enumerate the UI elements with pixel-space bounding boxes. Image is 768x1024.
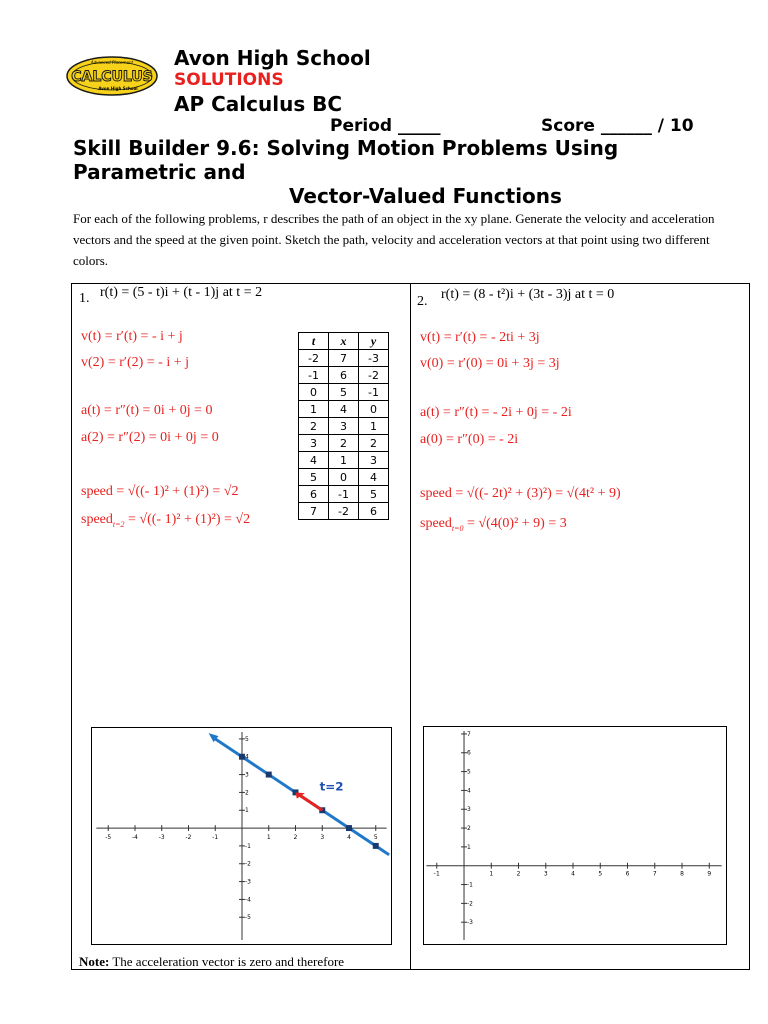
y-tick-label: 7 — [466, 730, 471, 738]
x-tick-label: -1 — [433, 870, 440, 878]
y-tick-label: 6 — [466, 749, 471, 757]
table-row — [299, 469, 389, 486]
column-divider — [410, 283, 411, 970]
x-tick-label: 8 — [680, 870, 684, 878]
table-cell: 3 — [329, 418, 359, 435]
y-tick-label: -4 — [244, 896, 251, 904]
table-cell: 1 — [329, 452, 359, 469]
problem-1-statement: r(t) = (5 - t)i + (t - 1)j at t = 2 — [100, 285, 263, 300]
path-point — [346, 825, 352, 831]
period-field: Period _____ — [330, 116, 441, 136]
svg-text:CALCULUS: CALCULUS — [71, 69, 153, 85]
table-cell: 7 — [299, 503, 329, 520]
table-header: x — [329, 333, 359, 350]
table-cell: 3 — [359, 452, 389, 469]
table-cell: 7 — [329, 350, 359, 367]
p1-velocity-t: v(t) = r′(t) = - i + j — [81, 329, 183, 344]
table-cell: 6 — [329, 367, 359, 384]
p1-accel-t: a(t) = r″(t) = 0i + 0j = 0 — [81, 403, 213, 418]
x-tick-label: -4 — [132, 833, 138, 841]
path-point — [239, 754, 245, 760]
table-cell: 2 — [299, 418, 329, 435]
y-tick-label: 5 — [466, 768, 471, 776]
problem-2-statement: r(t) = (8 - t²)i + (3t - 3)j at t = 0 — [441, 287, 615, 302]
table-cell: 4 — [359, 469, 389, 486]
x-tick-label: -3 — [158, 833, 165, 841]
table-row — [299, 367, 389, 384]
title-line-1: Skill Builder 9.6: Solving Motion Problems Using — [73, 136, 619, 160]
table-cell: 0 — [299, 384, 329, 401]
score-field: Score ______ / 10 — [541, 116, 694, 136]
table-cell: -2 — [329, 503, 359, 520]
table-cell: 6 — [359, 503, 389, 520]
y-tick-label: 4 — [244, 753, 249, 761]
y-tick-label: -3 — [244, 878, 251, 886]
table-cell: 2 — [329, 435, 359, 452]
table-header: t — [299, 333, 329, 350]
velocity-vector — [300, 795, 323, 810]
x-tick-label: 1 — [266, 833, 271, 841]
school-name: Avon High School — [174, 46, 371, 70]
y-tick-label: -1 — [244, 842, 251, 850]
solutions-label: SOLUTIONS — [174, 70, 284, 90]
title-line-2: Parametric and — [73, 160, 246, 184]
table-cell: -2 — [299, 350, 329, 367]
x-tick-label: 4 — [571, 870, 575, 878]
x-tick-label: 1 — [489, 870, 494, 878]
table-row — [299, 418, 389, 435]
x-tick-label: 7 — [652, 870, 657, 878]
table-header: y — [359, 333, 389, 350]
y-tick-label: 5 — [244, 735, 249, 743]
table-cell: 3 — [299, 435, 329, 452]
p1-graph — [91, 727, 392, 945]
x-tick-label: 3 — [320, 833, 325, 841]
t-annotation: t=2 — [319, 779, 344, 794]
path-point — [266, 772, 272, 778]
y-tick-label: -1 — [466, 881, 473, 889]
course-name: AP Calculus BC — [174, 92, 343, 116]
p2-velocity-0: v(0) = r′(0) = 0i + 3j = 3j — [420, 356, 560, 371]
x-tick-label: -1 — [212, 833, 219, 841]
path-point — [373, 843, 379, 849]
table-row — [299, 350, 389, 367]
x-tick-label: 5 — [598, 870, 603, 878]
problem-2-number: 2. — [417, 294, 428, 309]
table-row — [299, 452, 389, 469]
x-tick-label: -5 — [105, 833, 112, 841]
p1-speed: speed = √((- 1)² + (1)²) = √2 — [81, 484, 239, 499]
table-row — [299, 503, 389, 520]
x-tick-label: -2 — [185, 833, 192, 841]
table-cell: 5 — [299, 469, 329, 486]
table-cell: 2 — [359, 435, 389, 452]
p2-speed: speed = √((- 2t)² + (3)²) = √(4t² + 9) — [420, 486, 621, 501]
x-tick-label: 2 — [516, 870, 521, 878]
x-tick-label: 2 — [293, 833, 298, 841]
p1-note: Note: The acceleration vector is zero and therefore — [79, 954, 345, 969]
x-tick-label: 5 — [373, 833, 378, 841]
table-cell: -2 — [359, 367, 389, 384]
table-row — [299, 384, 389, 401]
y-tick-label: 1 — [466, 843, 471, 851]
y-tick-label: -2 — [466, 900, 473, 908]
instructions: For each of the following problems, r describes the path of an object in the xy plane. Generate the velocity and acceleration vectors and the speed at the given point. Sketch the path, velocity and acceleration vectors at that point using two different colors. — [73, 211, 715, 268]
x-tick-label: 4 — [347, 833, 351, 841]
table-cell: 1 — [359, 418, 389, 435]
p1-velocity-2: v(2) = r′(2) = - i + j — [81, 355, 190, 370]
table-cell: 6 — [299, 486, 329, 503]
calculus-logo — [66, 56, 158, 96]
p2-velocity-t: v(t) = r′(t) = - 2ti + 3j — [420, 330, 540, 345]
table-cell: -1 — [299, 367, 329, 384]
p2-graph — [423, 726, 727, 945]
table-cell: 1 — [299, 401, 329, 418]
table-cell: 0 — [359, 401, 389, 418]
table-row — [299, 486, 389, 503]
table-row — [299, 401, 389, 418]
x-tick-label: 3 — [543, 870, 548, 878]
y-tick-label: 3 — [244, 771, 249, 779]
y-tick-label: 4 — [466, 787, 471, 795]
y-tick-label: -2 — [244, 860, 251, 868]
table-cell: 4 — [299, 452, 329, 469]
y-tick-label: 2 — [244, 789, 249, 797]
y-tick-label: -5 — [244, 914, 251, 922]
p1-speed-at-point: speed$_{t=2}$ = √((- 1)² + (1)²) = √2 — [81, 512, 251, 529]
table-cell: -3 — [359, 350, 389, 367]
p1-values-table — [298, 332, 389, 520]
p2-accel-0: a(0) = r″(0) = - 2i — [420, 432, 519, 447]
x-tick-label: 9 — [707, 870, 712, 878]
problem-1-number: 1. — [79, 291, 90, 306]
table-cell: 5 — [359, 486, 389, 503]
y-tick-label: -3 — [466, 919, 473, 927]
table-cell: 4 — [329, 401, 359, 418]
p2-accel-t: a(t) = r″(t) = - 2i + 0j = - 2i — [420, 405, 572, 420]
svg-text:Avon High School: Avon High School — [98, 86, 138, 91]
y-tick-label: 2 — [466, 825, 471, 833]
x-tick-label: 6 — [625, 870, 630, 878]
p1-accel-2: a(2) = r″(2) = 0i + 0j = 0 — [81, 430, 219, 445]
table-cell: -1 — [329, 486, 359, 503]
table-cell: 0 — [329, 469, 359, 486]
table-cell: 5 — [329, 384, 359, 401]
table-cell: -1 — [359, 384, 389, 401]
svg-text:Advanced Placement: Advanced Placement — [90, 60, 134, 65]
title-line-3: Vector-Valued Functions — [289, 184, 562, 208]
y-tick-label: 3 — [466, 806, 471, 814]
y-tick-label: 1 — [244, 807, 249, 815]
table-row — [299, 435, 389, 452]
p2-speed-at-point: speed$_{t=0}$ = √(4(0)² + 9) = 3 — [420, 516, 567, 533]
